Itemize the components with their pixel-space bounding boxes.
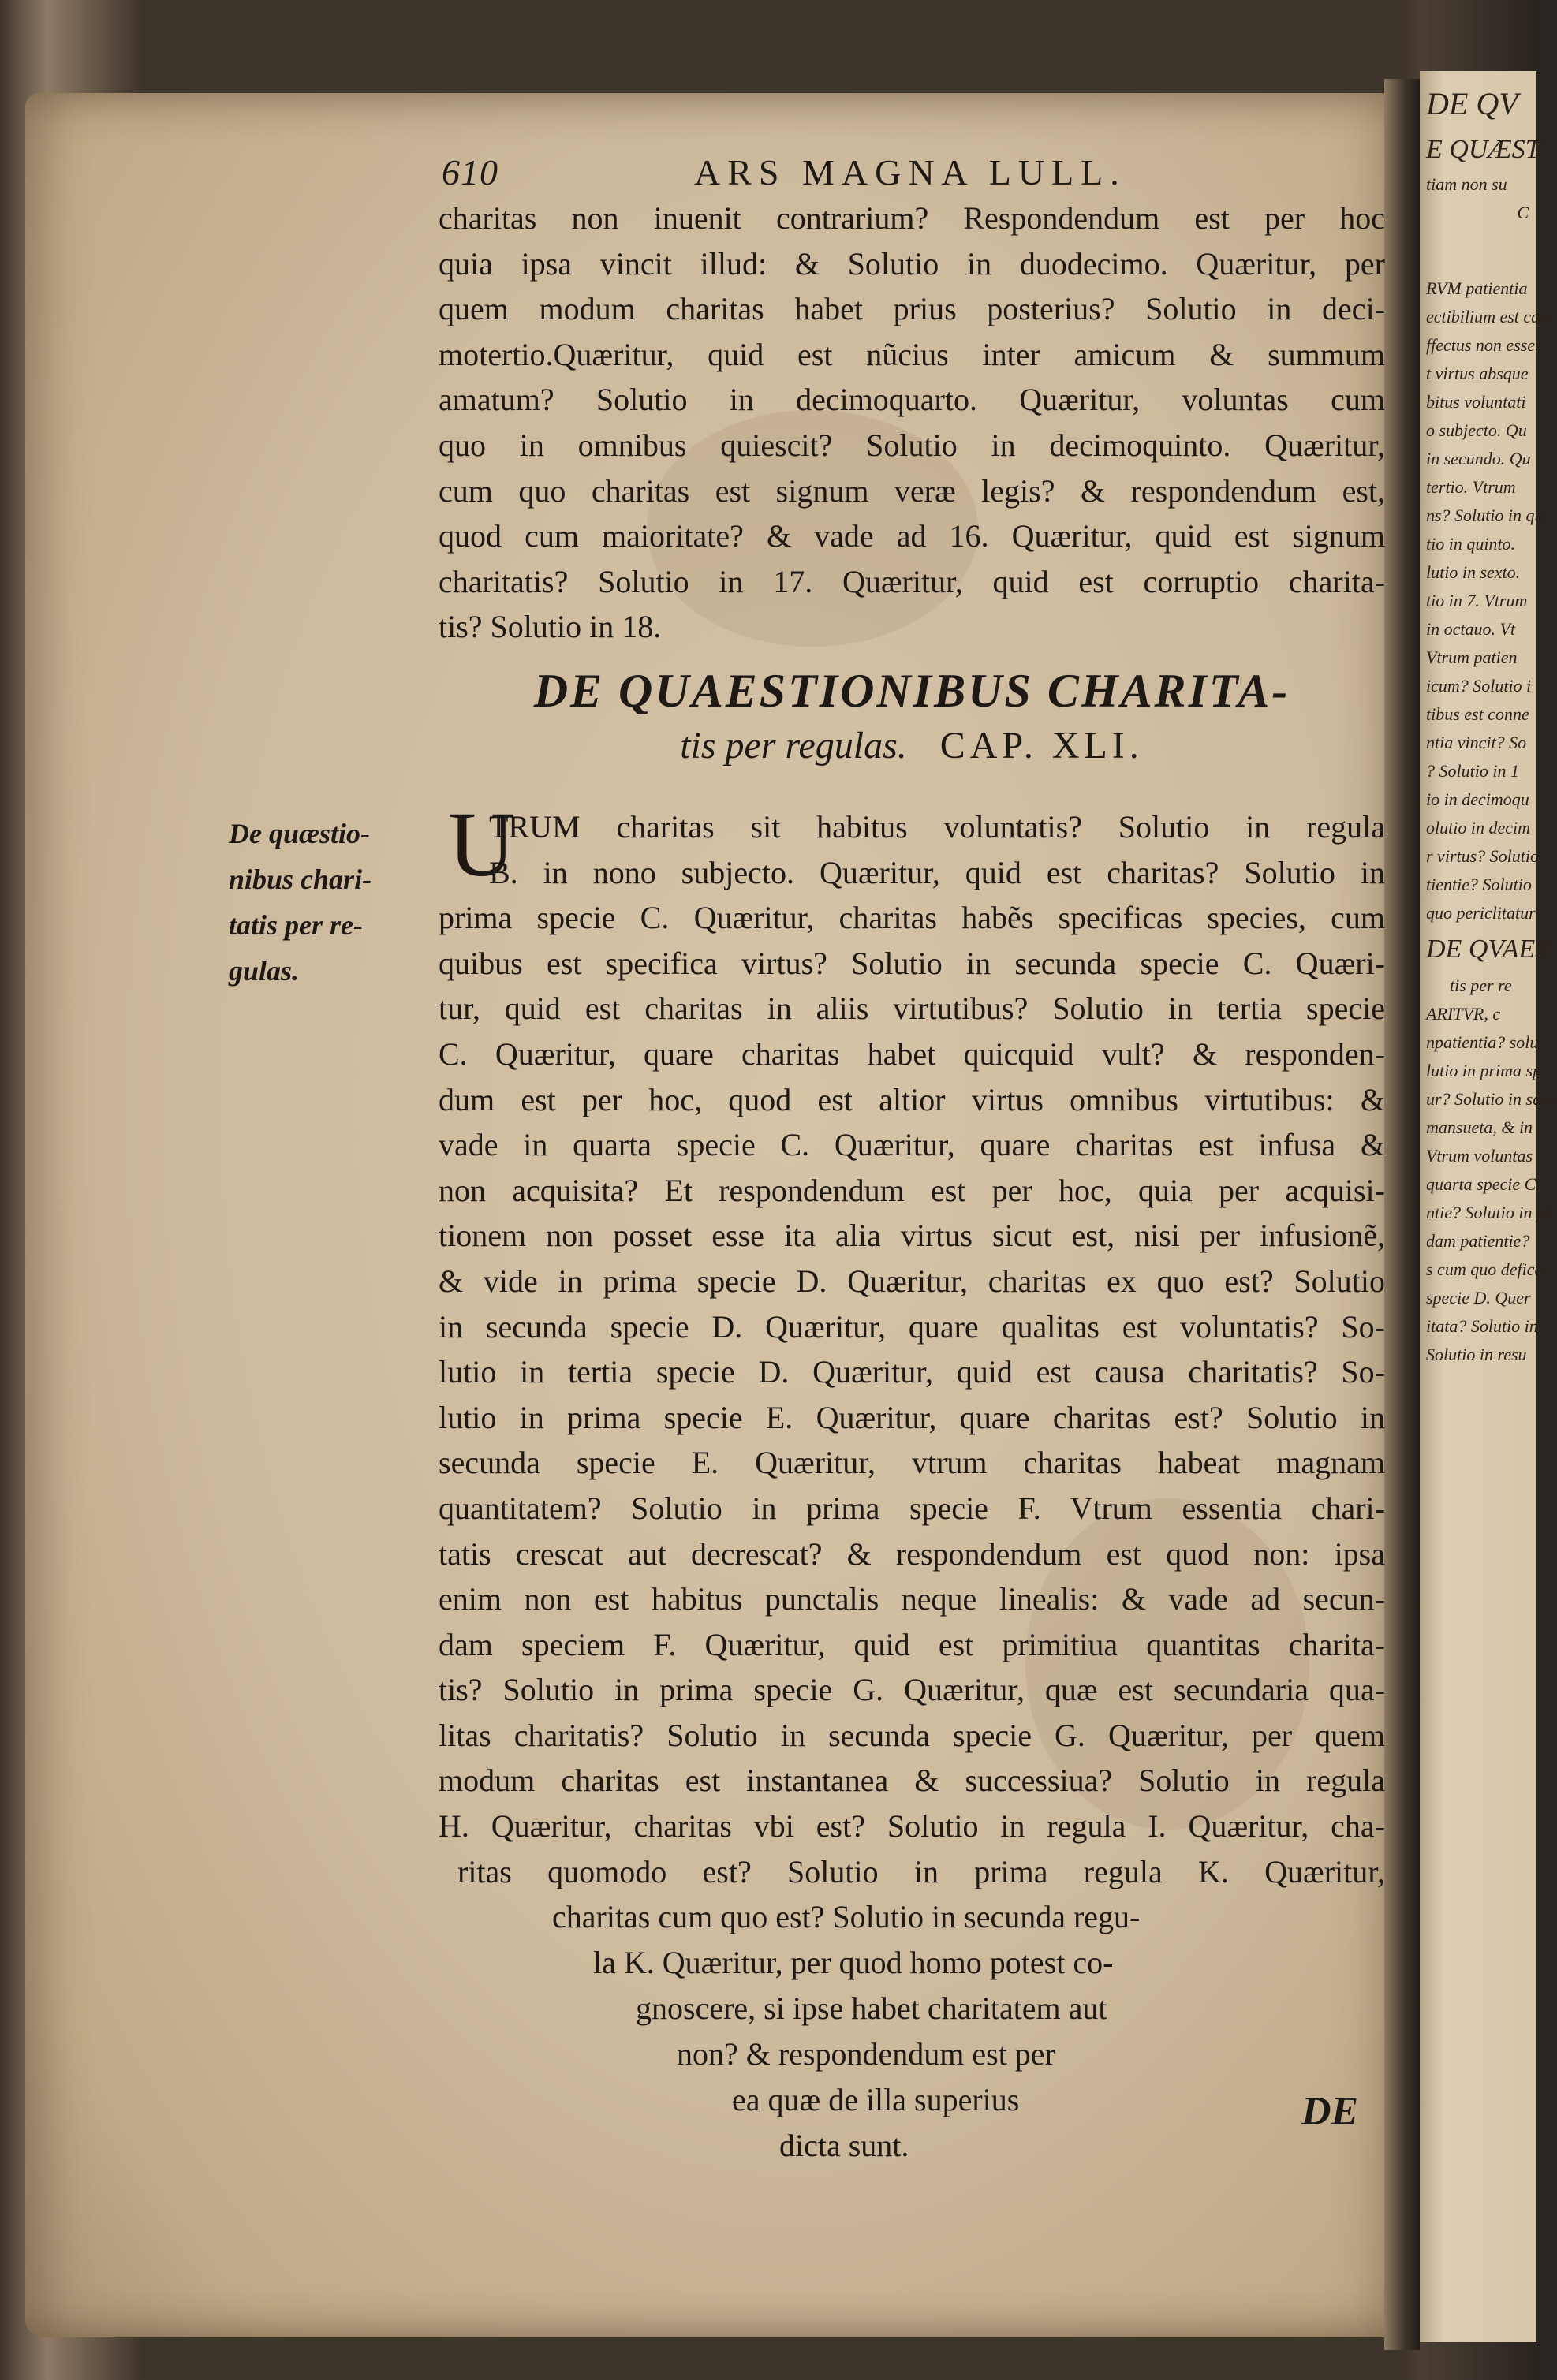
facing-line: npatientia? solu <box>1426 1032 1539 1052</box>
facing-line: quo periclitatur <box>1426 903 1536 923</box>
running-head <box>442 151 1341 199</box>
text-line: dum est per hoc, quod est altior virtus omnibus virtutibus: & <box>439 1081 1385 1117</box>
facing-line: ur? Solutio in secu <box>1426 1089 1557 1109</box>
facing-line: tis per re <box>1450 976 1512 995</box>
facing-line: E QUÆST <box>1426 135 1540 164</box>
text-line: tionem non posset esse ita alia virtus sicut est, nisi per infusionẽ, <box>439 1218 1385 1254</box>
facing-line: olutio in decim <box>1426 818 1530 837</box>
facing-line: Vtrum patien <box>1426 647 1518 667</box>
text-line: vade in quarta specie C. Quæritur, quare charitas est infusa & <box>439 1127 1385 1163</box>
text-line: charitas non inuenit contrarium? Respondendum est per hoc <box>439 200 1385 236</box>
text-line: modum charitas est instantanea & successiua? Solutio in regula <box>439 1763 1385 1799</box>
chapter-number: CAP. XLI. <box>939 725 1144 767</box>
facing-line: bitus voluntati <box>1426 392 1526 412</box>
facing-line: ns? Solutio in qu <box>1426 505 1544 525</box>
running-title: ARS MAGNA LULL. <box>694 152 1126 192</box>
facing-line: tiam non su <box>1426 174 1507 194</box>
paragraph-continuation <box>439 196 1385 650</box>
facing-page-text <box>1426 79 1557 1369</box>
text-line: tis? Solutio in 18. <box>439 609 662 645</box>
text-line: quantitatem? Solutio in prima specie F. Vtrum essentia chari- <box>439 1490 1385 1526</box>
facing-line: tientie? Solutio <box>1426 875 1532 894</box>
facing-line: C <box>1517 203 1529 222</box>
facing-line: ? Solutio in 1 <box>1426 761 1519 781</box>
facing-line: quarta specie C. <box>1426 1174 1540 1194</box>
text-line: prima specie C. Quæritur, charitas habẽs specificas species, cum <box>439 900 1385 936</box>
text-line: tatis crescat aut decrescat? & respondendum est quod non: ipsa <box>439 1535 1385 1572</box>
facing-line: tio in quinto. <box>1426 534 1516 554</box>
text-line: H. Quæritur, charitas vbi est? Solutio in regula I. Quæritur, cha- <box>439 1808 1385 1845</box>
facing-line: ARITVR, c <box>1426 1004 1501 1024</box>
text-line: enim non est habitus punctalis neque linealis: & vade ad secun- <box>439 1581 1385 1617</box>
facing-line: DE QV <box>1426 86 1518 121</box>
text-line: TRUM charitas sit habitus voluntatis? Solutio in regula <box>489 809 1385 845</box>
text-line: & vide in prima specie D. Quæritur, charitas ex quo est? Solutio <box>439 1263 1385 1299</box>
facing-line: mansueta, & in <box>1426 1117 1533 1137</box>
text-line: in secunda specie D. Quæritur, quare qualitas est voluntatis? So- <box>439 1308 1385 1345</box>
text-line: charitatis? Solutio in 17. Quæritur, quid est corruptio charita- <box>439 563 1385 599</box>
marginal-note <box>229 811 442 994</box>
text-line: litas charitatis? Solutio in secunda specie G. Quæritur, per quem <box>439 1717 1385 1753</box>
text-line: dam speciem F. Quæritur, quid est primitiua quantitas charita- <box>439 1626 1385 1662</box>
facing-line: dam patientie? <box>1426 1231 1530 1251</box>
text-line: tis? Solutio in prima specie G. Quæritur, quæ est secundaria qua- <box>439 1672 1385 1708</box>
margin-note-line: De quæstio- <box>229 818 370 849</box>
facing-line: ectibilium est cau <box>1426 307 1549 326</box>
drop-capital: U <box>448 793 516 896</box>
facing-line: tibus est conne <box>1426 704 1529 724</box>
facing-line: icum? Solutio i <box>1426 676 1532 696</box>
facing-line: r virtus? Solutio <box>1426 846 1540 866</box>
text-line: non acquisita? Et respondendum est per hoc, quia per acquisi- <box>439 1172 1385 1208</box>
facing-line: specie D. Quer <box>1426 1288 1531 1308</box>
margin-note-line: gulas. <box>229 955 300 987</box>
text-line: motertio.Quæritur, quid est nũcius inter amicum & summum <box>439 336 1385 372</box>
facing-line: RVM patientia <box>1426 278 1528 298</box>
facing-line: Solutio in resu <box>1426 1345 1527 1364</box>
margin-note-line: nibus chari- <box>229 864 372 895</box>
facing-line: lutio in prima sp <box>1426 1061 1542 1080</box>
facing-line: o subjecto. Qu <box>1426 420 1527 440</box>
facing-line: in octauo. Vt <box>1426 619 1516 639</box>
facing-line: io in decimoqu <box>1426 789 1529 809</box>
facing-line: t virtus absque <box>1426 364 1529 383</box>
gutter-shadow <box>1384 79 1420 2350</box>
facing-line: ffectus non esset <box>1426 335 1540 355</box>
text-line: quibus est specifica virtus? Solutio in secunda specie C. Quæri- <box>439 945 1385 981</box>
facing-line: s cum quo deficer <box>1426 1259 1549 1279</box>
catchword: DE <box>1301 2089 1359 2134</box>
text-line: lutio in tertia specie D. Quæritur, quid est causa charitatis? So- <box>439 1354 1385 1390</box>
text-line: B. in nono subjecto. Quæritur, quid est charitas? Solutio in <box>489 854 1385 890</box>
text-line: C. Quæritur, quare charitas habet quicquid vult? & responden- <box>439 1035 1385 1072</box>
text-line: quo in omnibus quiescit? Solutio in decimoquinto. Quæritur, <box>439 427 1385 463</box>
facing-line: ntie? Solutio in pr <box>1426 1203 1552 1222</box>
facing-line: itata? Solutio in <box>1426 1316 1538 1336</box>
text-line: cum quo charitas est signum veræ legis? & respondendum est, <box>439 472 1385 509</box>
page-number: 610 <box>442 152 498 192</box>
facing-line: Vtrum voluntas <box>1426 1146 1533 1166</box>
tail-line: la K. Quæritur, per quod homo potest co- <box>593 1945 1114 1980</box>
text-line: lutio in prima specie E. Quæritur, quare charitas est? Solutio in <box>439 1399 1385 1435</box>
chapter-body <box>439 804 1385 1894</box>
text-line: secunda specie E. Quæritur, vtrum charitas habeat magnam <box>439 1445 1385 1481</box>
tail-line: ea quæ de illa superius <box>732 2082 1020 2117</box>
tail-line: non? & respondendum est per <box>677 2036 1055 2072</box>
tail-line: charitas cum quo est? Solutio in secunda regu- <box>552 1899 1141 1934</box>
text-line: tur, quid est charitas in aliis virtutibus? Solutio in tertia specie <box>439 990 1385 1027</box>
text-line: amatum? Solutio in decimoquarto. Quæritur, voluntas cum <box>439 382 1385 418</box>
text-line: ritas quomodo est? Solutio in prima regula K. Quæritur, <box>457 1853 1385 1889</box>
facing-line: tertio. Vtrum <box>1426 477 1516 497</box>
text-line: quod cum maioritate? & vade ad 16. Quæritur, quid est signum <box>439 518 1385 554</box>
facing-line: in secundo. Qu <box>1426 449 1531 468</box>
chapter-subheading <box>439 724 1385 767</box>
facing-line: DE QVAES <box>1426 934 1549 964</box>
facing-line: lutio in sexto. <box>1426 562 1521 582</box>
margin-note-line: tatis per re- <box>229 909 363 941</box>
facing-line: tio in 7. Vtrum <box>1426 591 1528 610</box>
chapter-heading: DE QUAESTIONIBUS CHARITA- <box>533 665 1290 717</box>
tail-line: gnoscere, si ipse habet charitatem aut <box>636 1990 1107 2026</box>
text-line: quem modum charitas habet prius posterius? Solutio in deci- <box>439 291 1385 327</box>
text-line: quia ipsa vincit illud: & Solutio in duodecimo. Quæritur, per <box>439 245 1385 282</box>
facing-line: ntia vincit? So <box>1426 733 1527 752</box>
chapter-subheading-text: tis per regulas. <box>680 725 907 767</box>
tail-line: dicta sunt. <box>779 2128 909 2163</box>
